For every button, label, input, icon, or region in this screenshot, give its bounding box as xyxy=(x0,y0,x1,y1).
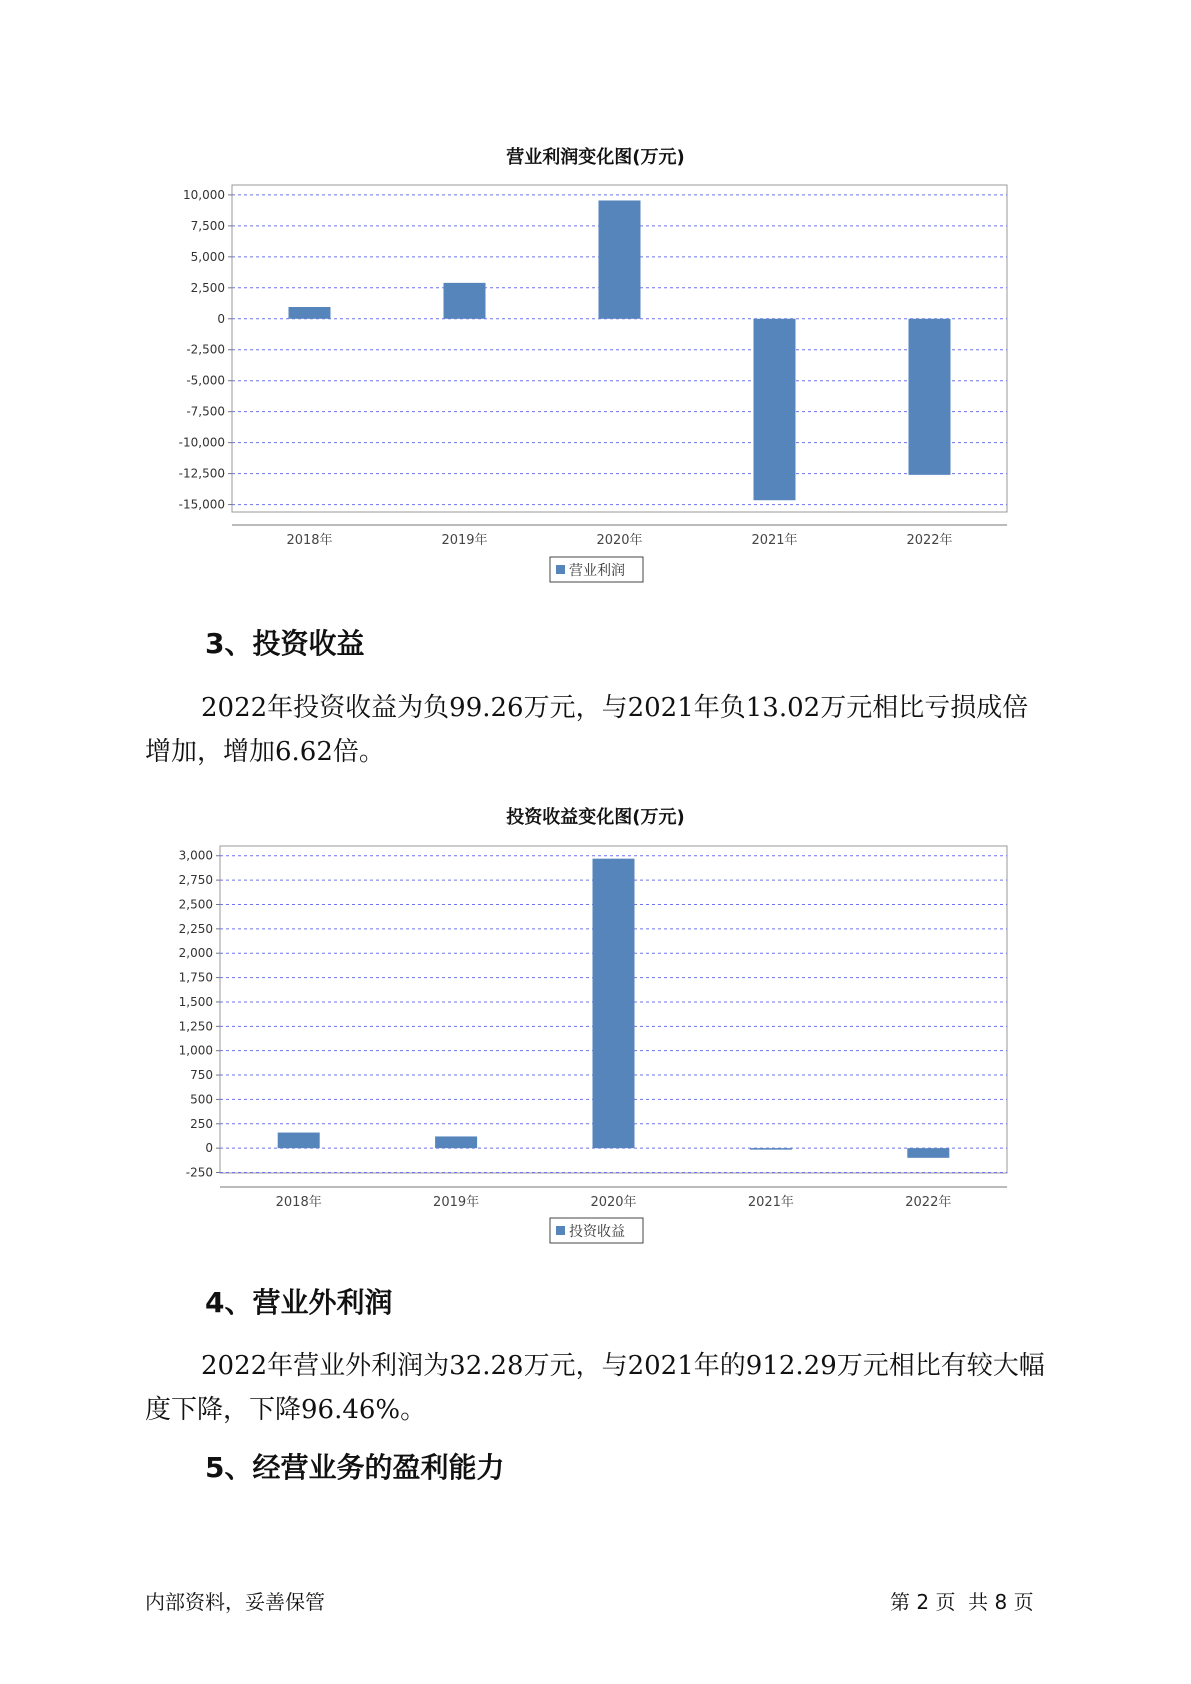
heading-profitability: 5、经营业务的盈利能力 xyxy=(205,1451,505,1484)
y-tick-label: 2,000 xyxy=(178,946,213,961)
bar-2018年 xyxy=(278,1133,320,1149)
x-tick-label: 2020年 xyxy=(596,533,643,548)
y-tick-label: -5,000 xyxy=(186,373,225,388)
x-tick-label: 2021年 xyxy=(751,533,798,548)
y-tick-label: 750 xyxy=(190,1068,213,1083)
y-tick-label: -2,500 xyxy=(186,342,225,357)
x-tick-label: 2021年 xyxy=(747,1195,794,1210)
x-tick-label: 2018年 xyxy=(286,533,333,548)
y-tick-label: 250 xyxy=(190,1116,213,1131)
legend-label: 营业利润 xyxy=(569,563,625,579)
footer-note: 内部资料，妥善保管 xyxy=(145,1590,325,1614)
y-tick-label: 500 xyxy=(190,1092,213,1107)
para-non-operating-profit-line2: 度下降，下降96.46%。 xyxy=(145,1395,427,1425)
heading-investment-income: 3、投资收益 xyxy=(205,627,365,660)
y-tick-label: 1,500 xyxy=(178,994,213,1009)
y-tick-label: -10,000 xyxy=(178,435,225,450)
bar-2021年 xyxy=(750,1148,792,1150)
para-investment-income-line1: 2022年投资收益为负99.26万元，与2021年负13.02万元相比亏损成倍 xyxy=(201,693,1029,723)
x-tick-label: 2020年 xyxy=(590,1195,637,1210)
y-tick-label: 2,750 xyxy=(178,873,213,888)
y-tick-label: -7,500 xyxy=(186,404,225,419)
x-tick-label: 2022年 xyxy=(906,533,953,548)
heading-non-operating-profit: 4、营业外利润 xyxy=(205,1286,393,1319)
y-tick-label: 5,000 xyxy=(190,249,225,264)
y-tick-label: 0 xyxy=(205,1141,213,1156)
x-tick-label: 2019年 xyxy=(441,533,488,548)
x-tick-label: 2022年 xyxy=(905,1195,952,1210)
y-tick-label: 1,250 xyxy=(178,1019,213,1034)
legend xyxy=(550,1218,643,1243)
para-investment-income-line2: 增加，增加6.62倍。 xyxy=(145,737,385,767)
bar-2022年 xyxy=(907,1148,949,1158)
y-tick-label: 1,750 xyxy=(178,970,213,985)
x-tick-label: 2018年 xyxy=(275,1195,322,1210)
chart2-title: 投资收益变化图(万元) xyxy=(506,807,685,828)
y-tick-label: 10,000 xyxy=(183,187,225,202)
y-tick-label: 1,000 xyxy=(178,1043,213,1058)
para-non-operating-profit xyxy=(145,1344,1065,1432)
chart1-title: 营业利润变化图(万元) xyxy=(506,147,685,168)
legend-label: 投资收益 xyxy=(569,1224,625,1240)
bar-2020年 xyxy=(593,859,635,1148)
y-tick-label: 2,500 xyxy=(178,897,213,912)
y-tick-label: -12,500 xyxy=(178,466,225,481)
y-tick-label: 2,500 xyxy=(190,280,225,295)
bar-2019年 xyxy=(435,1136,477,1148)
y-tick-label: -250 xyxy=(185,1165,213,1180)
legend-swatch xyxy=(556,1226,565,1235)
y-tick-label: 3,000 xyxy=(178,848,213,863)
y-tick-label: 7,500 xyxy=(190,218,225,233)
para-non-operating-profit-line1: 2022年营业外利润为32.28万元，与2021年的912.29万元相比有较大幅 xyxy=(201,1351,1045,1381)
x-tick-label: 2019年 xyxy=(433,1195,480,1210)
y-tick-label: -15,000 xyxy=(178,497,225,512)
footer-page-number: 第 2 页 共 8 页 xyxy=(890,1590,1034,1614)
y-tick-label: 0 xyxy=(217,311,225,326)
y-tick-label: 2,250 xyxy=(178,921,213,936)
